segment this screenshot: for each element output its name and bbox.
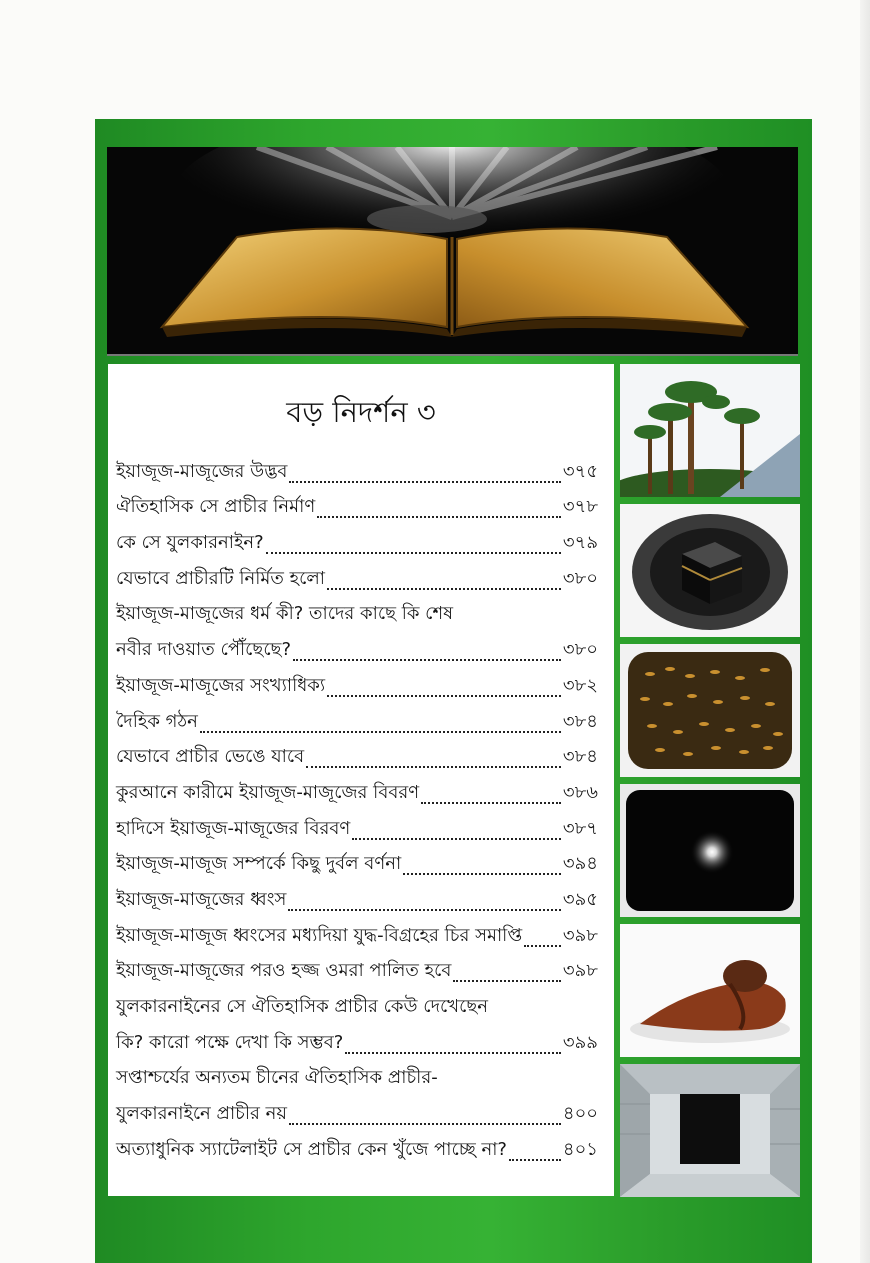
toc-entry-page: ৩৮৬ xyxy=(562,781,598,803)
open-book-illustration xyxy=(107,147,798,354)
toc-entry xyxy=(116,1094,598,1130)
toc-entry xyxy=(116,488,598,524)
toc-leader-dots xyxy=(327,695,561,697)
table-of-contents xyxy=(108,364,614,1196)
toc-entry xyxy=(116,595,598,631)
toc-entry-page: ৩৮৭ xyxy=(562,817,598,839)
toc-title: বড় নিদর্শন ৩ xyxy=(286,395,436,429)
toc-list xyxy=(116,452,598,1166)
toc-entry-page: ৩৯৮ xyxy=(562,924,598,946)
toc-entry-title: হাদিসে ইয়াজূজ-মাজূজের বিরবণ xyxy=(116,817,351,839)
toc-entry-page: ৩৯৪ xyxy=(562,853,598,875)
palm-trees-image xyxy=(620,364,800,497)
toc-entry-title: যুলকারনাইনের সে ঐতিহাসিক প্রাচীর কেউ দেখেছেন xyxy=(116,996,488,1017)
toc-entry-title: যুলকারনাইনে প্রাচীর নয় xyxy=(116,1103,288,1125)
toc-entry xyxy=(116,523,598,559)
toc-entry-page: ৩৮৪ xyxy=(562,746,598,768)
toc-entry xyxy=(116,916,598,952)
toc-leader-dots xyxy=(509,1159,561,1161)
toc-entry-page: ৩৯৯ xyxy=(562,1031,598,1053)
toc-leader-dots xyxy=(403,873,561,875)
toc-entry xyxy=(116,809,598,845)
page-edge xyxy=(860,0,870,1263)
toc-leader-dots xyxy=(289,1123,561,1125)
toc-entry-title: কুরআনে কারীমে ইয়াজূজ-মাজূজের বিবরণ xyxy=(116,781,420,803)
swarm-image xyxy=(620,644,800,777)
toc-leader-dots xyxy=(327,588,561,590)
toc-entry-page: ৩৮০ xyxy=(562,639,598,661)
toc-entry xyxy=(116,702,598,738)
toc-entry-title: ইয়াজূজ-মাজূজের ধর্ম কী? তাদের কাছে কি শেষ xyxy=(116,603,454,625)
black-cube-image xyxy=(620,504,800,637)
toc-entry xyxy=(116,1059,598,1095)
toc-leader-dots xyxy=(288,909,561,911)
toc-leader-dots xyxy=(524,945,561,947)
toc-entry xyxy=(116,1130,598,1166)
toc-leader-dots xyxy=(293,659,561,661)
toc-entry xyxy=(116,845,598,881)
toc-entry-page: ৪০১ xyxy=(562,1138,598,1160)
toc-entry-title: ইয়াজূজ-মাজূজ ধ্বংসের মধ্যদিয়া যুদ্ধ-বিগ্রহের চির সমাপ্তি xyxy=(116,924,523,946)
toc-entry-title: কি? কারো পক্ষে দেখা কি সম্ভব? xyxy=(116,1031,344,1053)
toc-entry-title: ইয়াজূজ-মাজূজের সংখ্যাধিক্য xyxy=(116,674,326,696)
toc-entry-title: সপ্তাশ্চর্যের অন্যতম চীনের ঐতিহাসিক প্রাচীর- xyxy=(116,1067,438,1089)
toc-entry-page: ৩৭৮ xyxy=(562,496,598,518)
toc-entry-page: ৩৯৫ xyxy=(562,888,598,910)
toc-leader-dots xyxy=(453,980,561,982)
toc-entry-title: ইয়াজূজ-মাজূজের ধ্বংস xyxy=(116,888,287,910)
toc-entry xyxy=(116,987,598,1023)
toc-entry-page: ৩৭৯ xyxy=(562,532,598,554)
toc-leader-dots xyxy=(317,516,561,518)
toc-leader-dots xyxy=(352,838,561,840)
toc-entry-title: ঐতিহাসিক সে প্রাচীর নির্মাণ xyxy=(116,496,316,518)
toc-entry-page: ৩৮৪ xyxy=(562,710,598,732)
toc-leader-dots xyxy=(306,766,561,768)
toc-entry-title: নবীর দাওয়াত পৌঁছেছে? xyxy=(116,639,292,661)
toc-entry xyxy=(116,666,598,702)
toc-entry-page: ৩৯৮ xyxy=(562,960,598,982)
toc-entry-title: যেভাবে প্রাচীর ভেঙে যাবে xyxy=(116,746,305,768)
toc-entry-title: যেভাবে প্রাচীরটি নির্মিত হলো xyxy=(116,567,325,589)
toc-entry-title: কে সে যুলকারনাইন? xyxy=(116,532,264,554)
toc-leader-dots xyxy=(266,552,561,554)
light-in-dark-image xyxy=(620,784,800,917)
toc-entry-title: অত্যাধুনিক স্যাটেলাইট সে প্রাচীর কেন খুঁজে পাচ্ছে না? xyxy=(116,1138,507,1160)
toc-entry xyxy=(116,559,598,595)
toc-entry xyxy=(116,773,598,809)
toc-leader-dots xyxy=(421,802,561,804)
toc-entry-title: দৈহিক গঠন xyxy=(116,710,198,732)
toc-entry xyxy=(116,452,598,488)
toc-entry-page: ৩৮০ xyxy=(562,567,598,589)
toc-entry xyxy=(116,630,598,666)
toc-entry-title: ইয়াজূজ-মাজূজের পরও হজ্জ ওমরা পালিত হবে xyxy=(116,960,452,982)
toc-leader-dots xyxy=(289,481,560,483)
toc-leader-dots xyxy=(345,1052,561,1054)
toc-entry-page: ৪০০ xyxy=(562,1103,598,1125)
toc-entry xyxy=(116,738,598,774)
toc-entry xyxy=(116,1023,598,1059)
thumbnail-strip xyxy=(620,364,800,1196)
toc-entry-title: ইয়াজূজ-মাজূজের উদ্ভব xyxy=(116,460,288,482)
toc-entry-title: ইয়াজূজ-মাজূজ সম্পর্কে কিছু দুর্বল বর্ণনা xyxy=(116,853,402,875)
open-book-banner xyxy=(107,147,798,356)
toc-entry-page: ৩৮২ xyxy=(562,674,598,696)
toc-entry xyxy=(116,880,598,916)
toc-leader-dots xyxy=(200,731,561,733)
toc-entry xyxy=(116,952,598,988)
lying-figure-image xyxy=(620,924,800,1057)
toc-entry-page: ৩৭৫ xyxy=(562,460,598,482)
stone-gateway-image xyxy=(620,1064,800,1197)
